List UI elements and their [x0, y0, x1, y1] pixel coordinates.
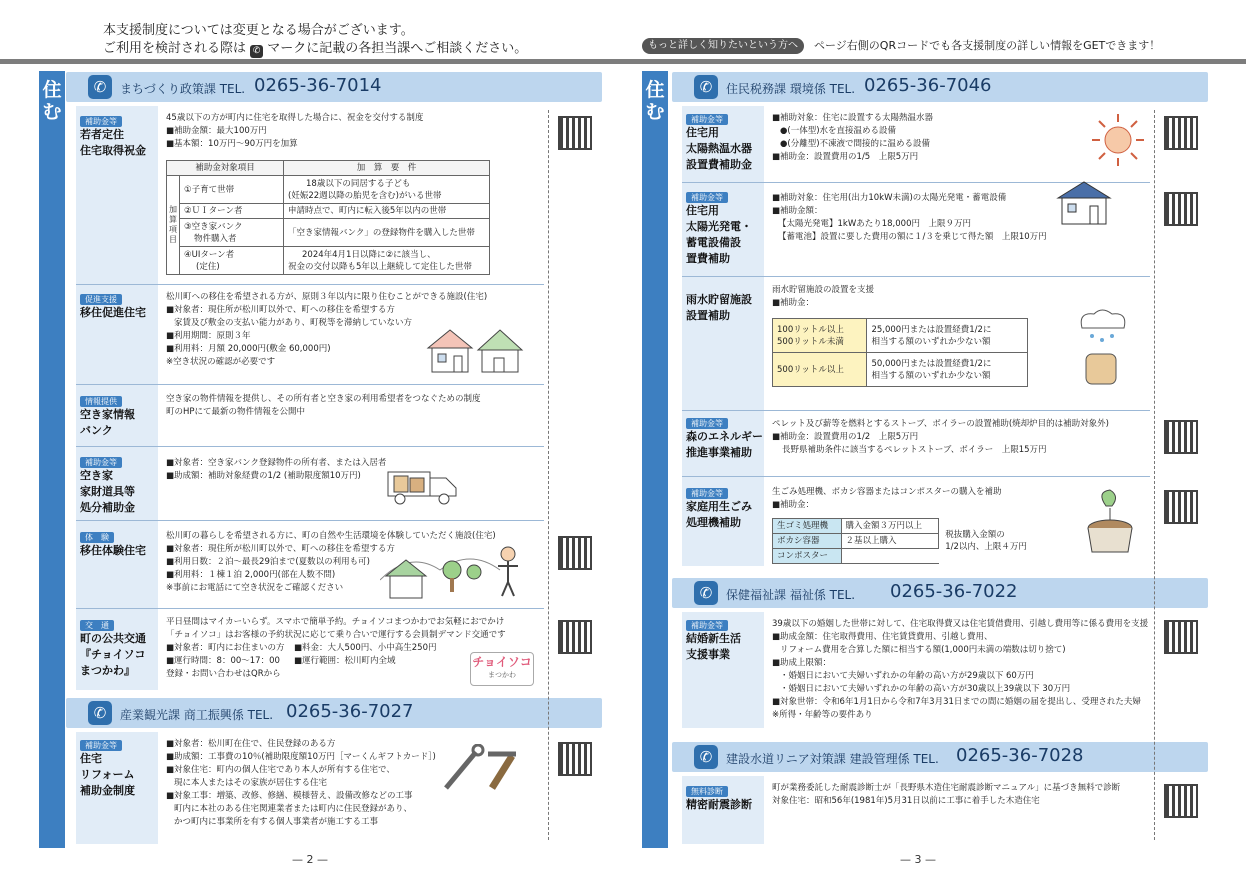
section-forest-energy: [686, 418, 763, 461]
r3-table: 100リットル以上 500リットル未満 25,000円または設置経費1/2に 相当する額のいずれか少ない額 500リットル以上 50,000円または設置経費1/2に 相当する額のいずれか少ない額: [772, 318, 1028, 387]
badge: 無料診断: [686, 786, 728, 797]
badge: 補助金等: [80, 740, 122, 751]
section-iju-taiken: [80, 532, 146, 559]
s2-text: 松川町への移住を希望される方が、原則３年以内に限り住むことができる施設(住宅) ■対象者：現住所が松川町以外で、町への移住を希望する方 家賃及び敷金の支払い能力があり、町税等を滞納していない方 ■利用期間：原則３年 ■利用料：月額 20,000円(敷金 60,000円) ※空き状況の確認が必要です: [166, 292, 488, 367]
dept-header-hoken: [672, 578, 1208, 608]
phone-icon: ✆: [250, 45, 263, 58]
qr-code[interactable]: [1164, 116, 1198, 150]
qr-code[interactable]: [558, 620, 592, 654]
section-title: 雨水貯留施設 設置補助: [686, 293, 752, 322]
dept-name: 住民税務課 環境係 TEL.: [726, 82, 856, 96]
r4-text: ペレット及び薪等を燃料とするストーブ、ボイラーの設置補助(焼却炉目的は補助対象外) ■補助金：設置費用の1/2 上限5万円 長野県補助条件に該当するペレットストーブ、ボイラー 上限15万円: [772, 419, 1109, 455]
section-tab-live: 住む: [39, 71, 65, 848]
badge: 交 通: [80, 620, 114, 631]
divider: [76, 608, 544, 609]
s3-text: 空き家の物件情報を提供し、その所有者と空き家の利用希望者をつなぐための制度 町のHPにて最新の物件情報を公開中: [166, 394, 481, 417]
phone-icon: ✆: [694, 75, 718, 99]
qr-code[interactable]: [1164, 784, 1198, 818]
dashed-separator: [548, 110, 549, 840]
badge: 補助金等: [686, 620, 728, 631]
qr-code[interactable]: [558, 742, 592, 776]
divider: [682, 476, 1150, 477]
dept-header-jumin: [672, 72, 1208, 102]
qr-code[interactable]: [1164, 620, 1198, 654]
section-title: 空き家 家財道具等 処分補助金: [80, 469, 135, 514]
section-kazai-shobun: [80, 457, 135, 516]
dept-tel: 0265-36-7014: [254, 75, 382, 96]
qr-code[interactable]: [558, 116, 592, 150]
section-title: 住宅用 太陽光発電・ 蓄電設備設 置費補助: [686, 204, 752, 265]
section-title: 住宅用 太陽熱温水器 設置費補助金: [686, 126, 752, 171]
section-title: 結婚新生活 支援事業: [686, 632, 741, 661]
r3-text: 雨水貯留施設の設置を支援 ■補助金：: [772, 285, 875, 308]
phone-icon: ✆: [694, 745, 718, 769]
section-title: 森のエネルギー 推進事業補助: [686, 430, 763, 459]
more-info-pill: もっと詳しく知りたいという方へ: [642, 38, 804, 54]
dept-name: まちづくり政策課 TEL.: [120, 82, 246, 96]
r1-text: ■補助対象：住宅に設置する太陽熱温水器 ●(一体型)水を直接温める設備 ●(分離型)不凍液で間接的に温める設備 ■補助金：設置費用の1/5 上限5万円: [772, 113, 934, 162]
houses-illustration: [424, 326, 528, 374]
section-choisoko: [80, 620, 146, 679]
section-title: 町の公共交通 『チョイソコ まつかわ』: [80, 632, 146, 677]
divider: [76, 284, 544, 285]
section-garbage-disposer: [686, 488, 752, 531]
r2-text: ■補助対象：住宅用(出力10kW未満)の太陽光発電・蓄電設備 ■補助金額： 【太陽光発電】1kWあたり18,000円 上限９万円 【蓄電池】設置に要した費用の額に１/３を乗じて得た額 上限10万円: [772, 193, 1047, 242]
page-number: — 2 —: [292, 853, 328, 866]
s6-text: 平日昼間はマイカーいらず。スマホで簡単予約。チョイソコまつかわでお気軽におでかけ 「チョイソコ」はお客様の予約状況に応じて乗り合いで運行する会員制デマンド交通です ■対象者：町内にお住まいの方 ■料金：大人500円、小中高生250円 ■運行時間：8：00〜17：00 ■運行範囲：松川町内全域 登録・お問い合わせはQRから: [166, 617, 506, 679]
phone-icon: ✆: [88, 701, 112, 725]
section-title: 若者定住 住宅取得祝金: [80, 128, 146, 157]
notice-line-2: ご利用を検討される際は ✆ マークに記載の各担当課へご相談ください。: [103, 41, 528, 56]
badge: 促進支援: [80, 294, 122, 305]
phone-icon: ✆: [694, 581, 718, 605]
notice-line-1: 本支援制度については変更となる場合がございます。: [103, 23, 414, 38]
section-solar-power: [686, 192, 752, 267]
dept-tel: 0265-36-7027: [286, 701, 414, 722]
r6-text: 39歳以下の婚姻した世帯に対して、住宅取得費又は住宅賃借費用、引越し費用等に係る費用を支援 ■助成金額：住宅取得費用、住宅賃貸費用、引越し費用、 リフォーム費用を合算した額に相当する額(1,000円未満の端数は切り捨て) ■助成上限額： ・婚姻日において夫婦いずれかの年齢の高い方が29歳以下 60万円 ・婚姻日において夫婦いずれかの年齢の高い方が30歳以上39歳以下 30万円 ■対象世帯：令和6年1月1日から令和7年3月31日までの間に婚姻の届を提出し、受理された夫婦 ※所得・年齢等の要件あり: [772, 619, 1149, 720]
badge: 情報提供: [80, 396, 122, 407]
r5-table: 生ゴミ処理機 購入金額３万円以上 税抜購入金額の 1/2以内、上限４万円 ボカシ容器 ２基以上購入 コンポスター: [772, 518, 1044, 564]
qr-code[interactable]: [1164, 192, 1198, 226]
badge: 体 験: [80, 532, 114, 543]
section-wakamono: [80, 116, 146, 159]
section-title: 空き家情報 バンク: [80, 408, 135, 437]
phone-icon: ✆: [88, 75, 112, 99]
badge: 補助金等: [686, 418, 728, 429]
section-title: 移住促進住宅: [80, 306, 146, 319]
section-solar-water: [686, 114, 752, 173]
divider: [76, 520, 544, 521]
sun-illustration: [1090, 112, 1146, 168]
dept-header-kensetsu: [672, 742, 1208, 772]
dept-header-sangyo: [66, 698, 602, 728]
badge: 補助金等: [80, 116, 122, 127]
divider: [682, 410, 1150, 411]
section-reform: [80, 740, 135, 799]
divider: [76, 384, 544, 385]
badge: 補助金等: [80, 457, 122, 468]
compost-illustration: [1076, 486, 1144, 556]
dashed-separator: [1154, 110, 1155, 840]
r5-text: 生ごみ処理機、ボカシ容器またはコンポスターの購入を補助 ■補助金：: [772, 487, 1002, 510]
qr-code[interactable]: [558, 536, 592, 570]
s4-text: ■対象者：空き家バンク登録物件の所有者、または入居者 ■助成額：補助対象経費の1/2 (補助限度額10万円): [166, 458, 387, 481]
badge: 補助金等: [686, 192, 728, 203]
s7-text: ■対象者：松川町在住で、住民登録のある方 ■助成額：工事費の10％(補助限度額10万円［マーくんギフトカード］) ■対象住宅：町内の個人住宅であり本人が所有する住宅で、 現に本人またはその家族が居住する住宅 ■対象工事：増築、改修、修繕、模様替え、設備改修などの工事 町内に本社のある住宅関連業者または町内に住民登録があり、 かつ町内に事業所を有する個人事業者が施工する工事: [166, 739, 436, 827]
solar-house-illustration: [1054, 178, 1114, 228]
dept-tel: 0265-36-7028: [956, 745, 1084, 766]
r7-text: 町が業務委託した耐震診断士が「長野県木造住宅耐震診断マニュアル」に基づき無料で診断 対象住宅：昭和56年(1981年)5月31日以前に工事に着手した木造住宅: [772, 783, 1121, 806]
dept-name: 建設水道リニア対策課 建設管理係 TEL.: [726, 752, 939, 766]
header-divider: [0, 59, 1246, 64]
section-title: 住宅 リフォーム 補助金制度: [80, 752, 135, 797]
s5-text: 松川町の暮らしを希望される方に、町の自然や生活環境を体験していただく施設(住宅) ■対象者：現住所が松川町以外で、町への移住を希望する方 ■利用日数：２泊〜最長29泊まで(夏数以の利用も可) ■利用料：１棟１泊 2,000円(部在人数不問) ※事前にお電話にて空き状況をご確認ください: [166, 531, 496, 593]
section-marriage: [686, 620, 741, 663]
more-info-text: ページ右側のQRコードでも各支援制度の詳しい情報をGETできます！: [814, 39, 1161, 52]
dept-tel: 0265-36-7046: [864, 75, 992, 96]
choisoko-logo: チョイソコ まつかわ: [470, 652, 534, 686]
rain-barrel-illustration: [1072, 306, 1136, 386]
section-rainwater: [686, 292, 752, 324]
dept-header-machizukuri: [66, 72, 602, 102]
section-seismic: [686, 786, 752, 813]
s1-table: 補助金対象項目 加 算 要 件 加算項目 ①子育て世帯 18歳以下の同居する子ども (妊娠22週以降の胎児を含む)がいる世帯 ②ＵＩターン者 申請時点で、町内に転入後5年以内の世帯 ③空き家バンク 物件購入者 「空き家情報バンク」の登録物件を購入した世帯 ④UIターン者 (定住) 2024年4月1日以降に②に該当し、 祝金の交付以降も5年以上継続して定住した世帯: [166, 160, 490, 275]
dept-tel: 0265-36-7022: [890, 581, 1018, 602]
section-title: 移住体験住宅: [80, 544, 146, 557]
rural-illustration: [380, 540, 528, 604]
s1-text: 45歳以下の方が町内に住宅を取得した場合に、祝金を交付する制度 ■補助金額：最大100万円 ■基本額：10万円〜90万円を加算: [166, 113, 424, 149]
section-akiya-bank: [80, 396, 135, 439]
badge: 補助金等: [686, 488, 728, 499]
qr-code[interactable]: [1164, 490, 1198, 524]
truck-illustration: [386, 466, 462, 506]
notice: [103, 22, 527, 58]
section-tab-live: 住む: [642, 71, 668, 848]
divider: [76, 446, 544, 447]
divider: [682, 276, 1150, 277]
tools-illustration: [440, 744, 520, 794]
section-title: 精密耐震診断: [686, 798, 752, 811]
section-title: 家庭用生ごみ 処理機補助: [686, 500, 752, 529]
badge: 補助金等: [686, 114, 728, 125]
page-number: — 3 —: [900, 853, 936, 866]
dept-name: 産業観光課 商工振興係 TEL.: [120, 708, 274, 722]
dept-name: 保健福祉課 福祉係 TEL.: [726, 588, 856, 602]
section-iju-sokushin: [80, 294, 146, 321]
qr-code[interactable]: [1164, 420, 1198, 454]
